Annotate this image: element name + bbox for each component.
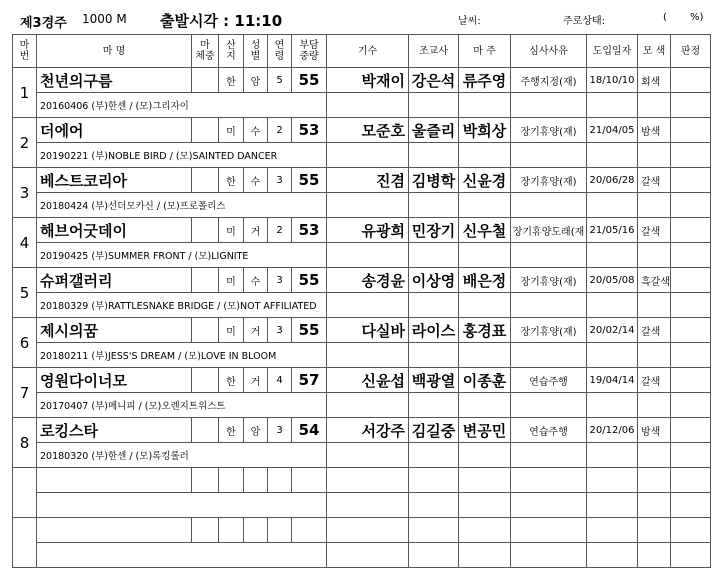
review-reason-cell: 장기휴양(재) bbox=[511, 268, 587, 293]
import-date-cell: 20/06/28 bbox=[587, 168, 638, 193]
col-carried-weight: 부담 중량 bbox=[292, 35, 327, 68]
age-cell: 3 bbox=[268, 268, 292, 293]
origin-cell: 한 bbox=[219, 368, 244, 393]
trainer-sub bbox=[409, 293, 459, 318]
owner-cell: 홍경표 bbox=[459, 318, 511, 343]
carried-weight-cell: 54 bbox=[292, 418, 327, 443]
owner-sub bbox=[459, 93, 511, 118]
review-reason-cell: 장기휴양(재) bbox=[511, 318, 587, 343]
table-row bbox=[13, 68, 711, 93]
judgement-cell bbox=[671, 368, 711, 393]
horse-number: 8 bbox=[13, 418, 37, 468]
origin-cell: 미 bbox=[219, 318, 244, 343]
entry-table bbox=[12, 34, 711, 568]
carried-weight-cell: 55 bbox=[292, 268, 327, 293]
origin-cell: 미 bbox=[219, 218, 244, 243]
judgement-sub bbox=[671, 393, 711, 418]
empty-cell bbox=[409, 468, 459, 493]
coat-color-cell: 갈색 bbox=[638, 218, 671, 243]
color-sub bbox=[638, 193, 671, 218]
coat-color-cell: 회색 bbox=[638, 68, 671, 93]
date-sub bbox=[587, 243, 638, 268]
table-row bbox=[13, 118, 711, 143]
owner-cell: 박희상 bbox=[459, 118, 511, 143]
empty-cell bbox=[409, 543, 459, 568]
pedigree-cell: 20190425 (부)SUMMER FRONT / (모)LIGNITE bbox=[37, 243, 327, 268]
age-cell: 2 bbox=[268, 218, 292, 243]
body-weight-cell bbox=[192, 268, 219, 293]
owner-sub bbox=[459, 393, 511, 418]
empty-cell bbox=[192, 468, 219, 493]
age-cell: 2 bbox=[268, 118, 292, 143]
coat-color-cell: 밤색 bbox=[638, 118, 671, 143]
owner-cell: 변공민 bbox=[459, 418, 511, 443]
jockey-sub bbox=[327, 143, 409, 168]
empty-cell bbox=[37, 468, 192, 493]
date-sub bbox=[587, 93, 638, 118]
sex-cell: 암 bbox=[244, 68, 268, 93]
reason-sub bbox=[511, 193, 587, 218]
table-row bbox=[13, 418, 711, 443]
pedigree-row bbox=[13, 243, 711, 268]
jockey-cell: 송경윤 bbox=[327, 268, 409, 293]
trainer-cell: 강은석 bbox=[409, 68, 459, 93]
trainer-sub bbox=[409, 193, 459, 218]
race-distance: 1000 M bbox=[82, 12, 127, 26]
import-date-cell: 21/05/16 bbox=[587, 218, 638, 243]
color-sub bbox=[638, 293, 671, 318]
race-label: 제3경주 bbox=[20, 16, 67, 31]
import-date-cell: 20/12/06 bbox=[587, 418, 638, 443]
body-weight-cell bbox=[192, 118, 219, 143]
coat-color-cell: 갈색 bbox=[638, 368, 671, 393]
body-weight-cell bbox=[192, 68, 219, 93]
body-weight-cell bbox=[192, 318, 219, 343]
jockey-cell: 다실바 bbox=[327, 318, 409, 343]
jockey-cell: 박재이 bbox=[327, 68, 409, 93]
origin-cell: 미 bbox=[219, 268, 244, 293]
col-horse-number: 마 번 bbox=[13, 35, 37, 68]
carried-weight-cell: 53 bbox=[292, 218, 327, 243]
empty-cell bbox=[327, 493, 409, 518]
trainer-cell: 라이스 bbox=[409, 318, 459, 343]
origin-cell: 미 bbox=[219, 118, 244, 143]
judgement-cell bbox=[671, 418, 711, 443]
pedigree-row bbox=[13, 443, 711, 468]
trainer-sub bbox=[409, 393, 459, 418]
judgement-cell bbox=[671, 218, 711, 243]
jockey-cell: 신윤섭 bbox=[327, 368, 409, 393]
trainer-cell: 김병학 bbox=[409, 168, 459, 193]
color-sub bbox=[638, 143, 671, 168]
empty-pedigree-cell bbox=[37, 543, 327, 568]
horse-name: 해브어굿데이 bbox=[37, 218, 192, 243]
pedigree-cell: 20190221 (부)NOBLE BIRD / (모)SAINTED DANCER bbox=[37, 143, 327, 168]
origin-cell: 한 bbox=[219, 418, 244, 443]
reason-sub bbox=[511, 443, 587, 468]
jockey-sub bbox=[327, 293, 409, 318]
jockey-sub bbox=[327, 393, 409, 418]
empty-cell bbox=[587, 493, 638, 518]
horse-name: 영원다이너모 bbox=[37, 368, 192, 393]
judgement-cell bbox=[671, 68, 711, 93]
pedigree-cell: 20170407 (부)메니피 / (모)오렌지트위스트 bbox=[37, 393, 327, 418]
review-reason-cell: 연습주행 bbox=[511, 418, 587, 443]
owner-cell: 배은정 bbox=[459, 268, 511, 293]
sex-cell: 수 bbox=[244, 118, 268, 143]
empty-row bbox=[13, 518, 711, 543]
empty-cell bbox=[409, 518, 459, 543]
jockey-sub bbox=[327, 443, 409, 468]
empty-cell bbox=[268, 518, 292, 543]
empty-cell bbox=[244, 468, 268, 493]
trainer-cell: 이상영 bbox=[409, 268, 459, 293]
horse-number: 5 bbox=[13, 268, 37, 318]
coat-color-cell: 밤색 bbox=[638, 418, 671, 443]
body-weight-cell bbox=[192, 218, 219, 243]
empty-cell bbox=[511, 543, 587, 568]
empty-cell bbox=[638, 543, 671, 568]
judgement-cell bbox=[671, 268, 711, 293]
import-date-cell: 20/02/14 bbox=[587, 318, 638, 343]
empty-cell bbox=[587, 543, 638, 568]
moisture-paren-open: ( bbox=[663, 12, 667, 23]
col-owner: 마 주 bbox=[459, 35, 511, 68]
trainer-cell: 울즐리 bbox=[409, 118, 459, 143]
date-sub bbox=[587, 193, 638, 218]
empty-cell bbox=[292, 518, 327, 543]
empty-number-cell bbox=[13, 468, 37, 518]
reason-sub bbox=[511, 293, 587, 318]
empty-cell bbox=[511, 468, 587, 493]
owner-sub bbox=[459, 293, 511, 318]
trainer-sub bbox=[409, 243, 459, 268]
judgement-sub bbox=[671, 443, 711, 468]
date-sub bbox=[587, 293, 638, 318]
empty-cell bbox=[37, 518, 192, 543]
carried-weight-cell: 55 bbox=[292, 168, 327, 193]
col-jockey: 기수 bbox=[327, 35, 409, 68]
empty-cell bbox=[671, 543, 711, 568]
review-reason-cell: 주행지정(재) bbox=[511, 68, 587, 93]
empty-cell bbox=[327, 543, 409, 568]
color-sub bbox=[638, 393, 671, 418]
empty-cell bbox=[192, 518, 219, 543]
judgement-sub bbox=[671, 143, 711, 168]
horse-name: 천년의구름 bbox=[37, 68, 192, 93]
empty-cell bbox=[219, 468, 244, 493]
judgement-sub bbox=[671, 93, 711, 118]
col-body-weight: 마 체중 bbox=[192, 35, 219, 68]
sex-cell: 수 bbox=[244, 168, 268, 193]
empty-row bbox=[13, 543, 711, 568]
table-row bbox=[13, 368, 711, 393]
date-sub bbox=[587, 393, 638, 418]
pedigree-cell: 20180424 (부)선더모카신 / (모)프로폴리스 bbox=[37, 193, 327, 218]
moisture-paren-close: %) bbox=[690, 12, 704, 23]
horse-number: 4 bbox=[13, 218, 37, 268]
col-review-reason: 심사사유 bbox=[511, 35, 587, 68]
trainer-cell: 김길중 bbox=[409, 418, 459, 443]
pedigree-cell: 20160406 (부)한센 / (모)그리자이 bbox=[37, 93, 327, 118]
trainer-sub bbox=[409, 343, 459, 368]
review-reason-cell: 장기휴양(재) bbox=[511, 168, 587, 193]
trainer-cell: 민장기 bbox=[409, 218, 459, 243]
trainer-sub bbox=[409, 93, 459, 118]
col-import-date: 도입일자 bbox=[587, 35, 638, 68]
col-coat-color: 모 색 bbox=[638, 35, 671, 68]
review-reason-cell: 연습주행 bbox=[511, 368, 587, 393]
horse-name: 로킹스타 bbox=[37, 418, 192, 443]
sex-cell: 거 bbox=[244, 368, 268, 393]
empty-cell bbox=[638, 518, 671, 543]
empty-cell bbox=[671, 493, 711, 518]
pedigree-cell: 20180329 (부)RATTLESNAKE BRIDGE / (모)NOT AFFILIATED bbox=[37, 293, 327, 318]
judgement-cell bbox=[671, 168, 711, 193]
empty-cell bbox=[327, 468, 409, 493]
reason-sub bbox=[511, 393, 587, 418]
body-weight-cell bbox=[192, 368, 219, 393]
col-trainer: 조교사 bbox=[409, 35, 459, 68]
trainer-sub bbox=[409, 143, 459, 168]
horse-name: 슈퍼갤러리 bbox=[37, 268, 192, 293]
empty-row bbox=[13, 468, 711, 493]
judgement-cell bbox=[671, 318, 711, 343]
empty-cell bbox=[638, 493, 671, 518]
owner-sub bbox=[459, 143, 511, 168]
age-cell: 3 bbox=[268, 168, 292, 193]
sex-cell: 거 bbox=[244, 318, 268, 343]
trainer-sub bbox=[409, 443, 459, 468]
empty-cell bbox=[587, 518, 638, 543]
empty-cell bbox=[459, 543, 511, 568]
horse-name: 베스트코리아 bbox=[37, 168, 192, 193]
reason-sub bbox=[511, 143, 587, 168]
date-sub bbox=[587, 343, 638, 368]
owner-sub bbox=[459, 443, 511, 468]
pedigree-row bbox=[13, 143, 711, 168]
sex-cell: 거 bbox=[244, 218, 268, 243]
origin-cell: 한 bbox=[219, 68, 244, 93]
date-sub bbox=[587, 143, 638, 168]
horse-number: 2 bbox=[13, 118, 37, 168]
coat-color-cell: 갈색 bbox=[638, 168, 671, 193]
body-weight-cell bbox=[192, 418, 219, 443]
col-judgement: 판정 bbox=[671, 35, 711, 68]
pedigree-cell: 20180320 (부)한센 / (모)록킹롤러 bbox=[37, 443, 327, 468]
horse-number: 3 bbox=[13, 168, 37, 218]
reason-sub bbox=[511, 343, 587, 368]
import-date-cell: 19/04/14 bbox=[587, 368, 638, 393]
race-header bbox=[0, 0, 725, 34]
color-sub bbox=[638, 343, 671, 368]
weather-label: 날씨: bbox=[458, 16, 481, 27]
owner-cell: 류주영 bbox=[459, 68, 511, 93]
horse-number: 7 bbox=[13, 368, 37, 418]
carried-weight-cell: 55 bbox=[292, 318, 327, 343]
review-reason-cell: 장기휴양도래(재 bbox=[511, 218, 587, 243]
empty-cell bbox=[511, 518, 587, 543]
col-origin: 산 지 bbox=[219, 35, 244, 68]
jockey-sub bbox=[327, 243, 409, 268]
empty-cell bbox=[459, 518, 511, 543]
owner-sub bbox=[459, 193, 511, 218]
judgement-cell bbox=[671, 118, 711, 143]
empty-cell bbox=[244, 518, 268, 543]
horse-number: 6 bbox=[13, 318, 37, 368]
sex-cell: 암 bbox=[244, 418, 268, 443]
import-date-cell: 20/05/08 bbox=[587, 268, 638, 293]
coat-color-cell: 흑갈색 bbox=[638, 268, 671, 293]
import-date-cell: 21/04/05 bbox=[587, 118, 638, 143]
color-sub bbox=[638, 93, 671, 118]
age-cell: 5 bbox=[268, 68, 292, 93]
empty-cell bbox=[268, 468, 292, 493]
empty-cell bbox=[327, 518, 409, 543]
col-horse-name: 마 명 bbox=[37, 35, 192, 68]
empty-row bbox=[13, 493, 711, 518]
pedigree-row bbox=[13, 393, 711, 418]
pedigree-row bbox=[13, 343, 711, 368]
judgement-sub bbox=[671, 343, 711, 368]
pedigree-row bbox=[13, 193, 711, 218]
sex-cell: 수 bbox=[244, 268, 268, 293]
empty-cell bbox=[671, 468, 711, 493]
carried-weight-cell: 57 bbox=[292, 368, 327, 393]
trainer-cell: 백광열 bbox=[409, 368, 459, 393]
coat-color-cell: 갈색 bbox=[638, 318, 671, 343]
color-sub bbox=[638, 243, 671, 268]
empty-cell bbox=[587, 468, 638, 493]
jockey-cell: 서강주 bbox=[327, 418, 409, 443]
body-weight-cell bbox=[192, 168, 219, 193]
empty-cell bbox=[409, 493, 459, 518]
carried-weight-cell: 55 bbox=[292, 68, 327, 93]
jockey-sub bbox=[327, 93, 409, 118]
empty-cell bbox=[511, 493, 587, 518]
table-row bbox=[13, 268, 711, 293]
horse-name: 더에어 bbox=[37, 118, 192, 143]
table-header-row bbox=[13, 35, 711, 68]
jockey-sub bbox=[327, 193, 409, 218]
jockey-cell: 진겸 bbox=[327, 168, 409, 193]
pedigree-row bbox=[13, 293, 711, 318]
horse-number: 1 bbox=[13, 68, 37, 118]
horse-name: 제시의꿈 bbox=[37, 318, 192, 343]
owner-cell: 신윤경 bbox=[459, 168, 511, 193]
review-reason-cell: 장기휴양(재) bbox=[511, 118, 587, 143]
empty-cell bbox=[292, 468, 327, 493]
origin-cell: 한 bbox=[219, 168, 244, 193]
color-sub bbox=[638, 443, 671, 468]
owner-sub bbox=[459, 243, 511, 268]
jockey-cell: 유광희 bbox=[327, 218, 409, 243]
owner-cell: 이종훈 bbox=[459, 368, 511, 393]
reason-sub bbox=[511, 93, 587, 118]
owner-cell: 신우철 bbox=[459, 218, 511, 243]
empty-cell bbox=[671, 518, 711, 543]
table-row bbox=[13, 168, 711, 193]
table-row bbox=[13, 318, 711, 343]
empty-cell bbox=[638, 468, 671, 493]
date-sub bbox=[587, 443, 638, 468]
jockey-cell: 모준호 bbox=[327, 118, 409, 143]
start-time: 출발시각 : 11:10 bbox=[160, 12, 283, 30]
table-row bbox=[13, 218, 711, 243]
empty-cell bbox=[459, 493, 511, 518]
track-condition-label: 주로상태: bbox=[563, 16, 606, 27]
age-cell: 3 bbox=[268, 418, 292, 443]
jockey-sub bbox=[327, 343, 409, 368]
empty-pedigree-cell bbox=[37, 493, 327, 518]
import-date-cell: 18/10/10 bbox=[587, 68, 638, 93]
reason-sub bbox=[511, 243, 587, 268]
judgement-sub bbox=[671, 243, 711, 268]
empty-cell bbox=[219, 518, 244, 543]
judgement-sub bbox=[671, 293, 711, 318]
empty-number-cell bbox=[13, 518, 37, 568]
age-cell: 4 bbox=[268, 368, 292, 393]
col-sex: 성 별 bbox=[244, 35, 268, 68]
judgement-sub bbox=[671, 193, 711, 218]
empty-cell bbox=[459, 468, 511, 493]
pedigree-cell: 20180211 (부)JESS'S DREAM / (모)LOVE IN BLOOM bbox=[37, 343, 327, 368]
col-age: 연 령 bbox=[268, 35, 292, 68]
owner-sub bbox=[459, 343, 511, 368]
age-cell: 3 bbox=[268, 318, 292, 343]
carried-weight-cell: 53 bbox=[292, 118, 327, 143]
pedigree-row bbox=[13, 93, 711, 118]
